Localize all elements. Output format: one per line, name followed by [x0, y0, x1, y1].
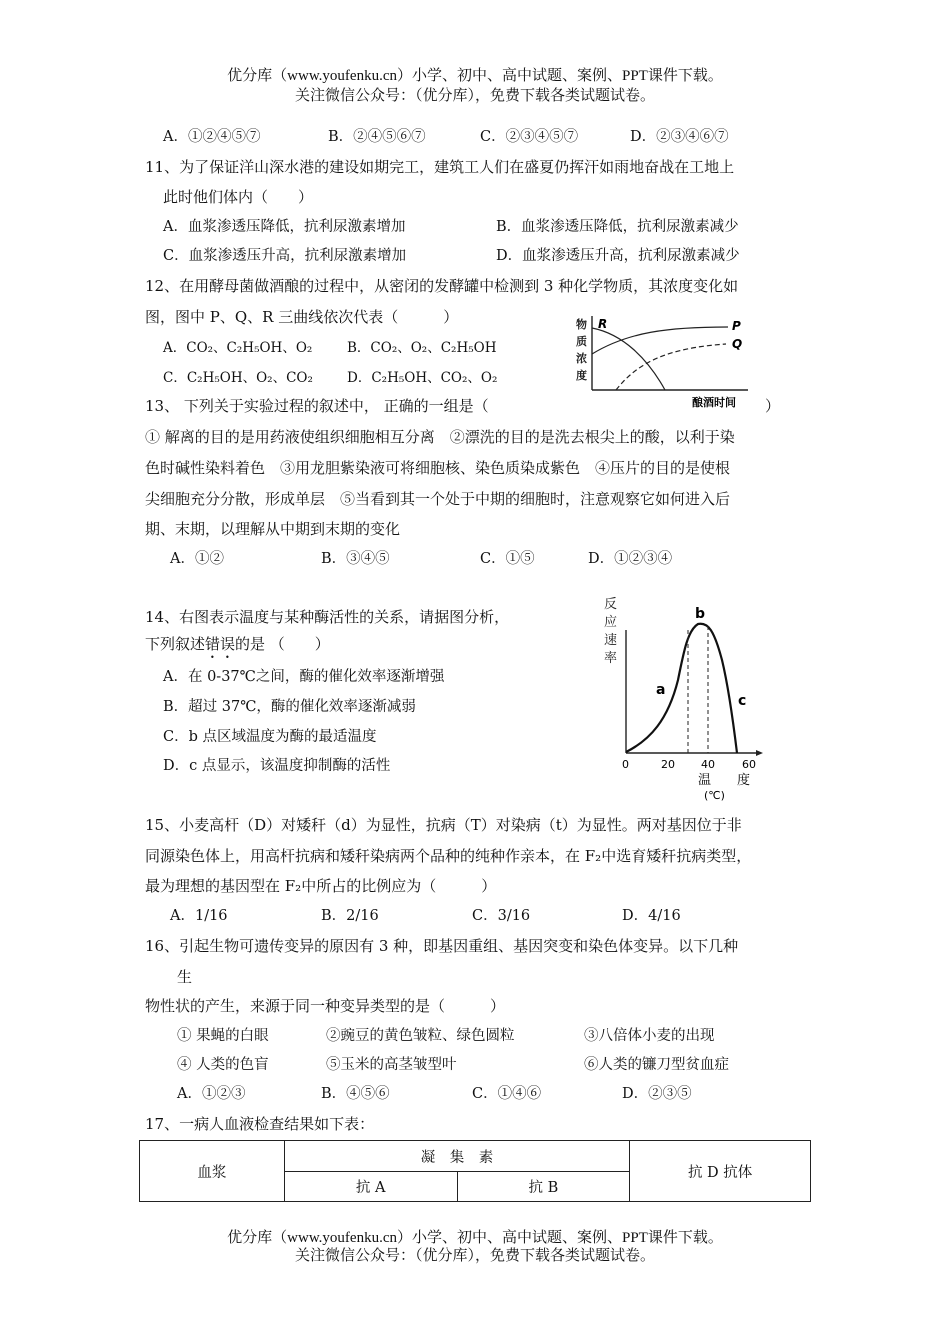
q12-stem-line-2: 图，图中 P、Q、R 三曲线依次代表（ ） [145, 308, 459, 326]
q11-option-c: C．血浆渗透压升高，抗利尿激素增加 [163, 248, 407, 264]
q14-option-b: B．超过 37℃，酶的催化效率逐渐减弱 [163, 699, 416, 715]
q13-option-d: D．①②③④ [588, 551, 673, 567]
fig14-tick-60: 60 [742, 758, 756, 771]
fig14-point-a: a [656, 682, 666, 698]
enzyme-temperature-figure [598, 590, 788, 802]
q14-stem-pre: 下列叙述 [145, 635, 206, 653]
q11-stem-line-2: 此时他们体内（ ） [163, 188, 314, 206]
fig12-y-char: 质 [576, 335, 587, 348]
q13-option-b: B．③④⑤ [321, 551, 390, 567]
fig14-tick-40: 40 [701, 758, 715, 771]
q10-option-c: C．②③④⑤⑦ [480, 129, 579, 145]
q14-option-c: C．b 点区域温度为酶的最适温度 [163, 729, 377, 745]
fig14-x-unit: (℃) [704, 789, 725, 802]
q16-item-6: ⑥人类的镰刀型贫血症 [584, 1057, 729, 1073]
table-header-anti-a: 抗 A [284, 1172, 457, 1202]
q13-option-a: A．①② [170, 551, 224, 567]
q11-option-d: D．血浆渗透压升高，抗利尿激素减少 [496, 248, 740, 264]
q11-option-a: A．血浆渗透压降低，抗利尿激素增加 [163, 219, 406, 235]
q16-stem-line-1: 16、引起生物可遗传变异的原因有 3 种，即基因重组、基因突变和染色体变异。以下几种 [145, 937, 739, 955]
q16-stem-line-2: 生 [177, 968, 193, 986]
fig14-y-char: 应 [604, 615, 618, 630]
fig14-y-char: 速 [604, 633, 618, 648]
q15-stem-line-3: 最为理想的基因型在 F₂中所占的比例应为（ ） [145, 877, 497, 895]
q16-option-c: C．①④⑥ [472, 1086, 542, 1102]
q16-option-a: A．①②③ [177, 1086, 246, 1102]
q16-item-1: ① 果蝇的白眼 [177, 1028, 269, 1044]
fig14-x-axis-arrow [756, 750, 763, 756]
q15-option-a: A．1/16 [170, 908, 228, 924]
q10-option-b: B．②④⑤⑥⑦ [328, 129, 426, 145]
fig14-y-char: 反 [604, 597, 618, 612]
q14-stem-post: 的是 （ ） [235, 635, 330, 653]
fig12-y-label [576, 317, 587, 382]
table-row [140, 1141, 811, 1172]
header-line-2: 关注微信公众号：（优分库），免费下载各类试题试卷。 [294, 88, 655, 104]
table-header-anti-d: 抗 D 抗体 [630, 1141, 811, 1202]
q12-option-c: C．C₂H₅OH、O₂、CO₂ [163, 370, 313, 386]
q14-stem-line-1: 14、右图表示温度与某种酶活性的关系，请据图分析， [145, 608, 510, 626]
q15-stem-line-1: 15、小麦高杆（D）对矮秆（d）为显性，抗病（T）对染病（t）为显性。两对基因位于非 [145, 816, 742, 834]
fig12-label-p: P [732, 319, 741, 333]
q11-option-b: B．血浆渗透压降低，抗利尿激素减少 [496, 219, 739, 235]
q15-option-d: D．4/16 [622, 908, 681, 924]
fig14-tick-0: 0 [622, 758, 629, 771]
table-header-anti-b: 抗 B [457, 1172, 630, 1202]
q13-stem-line-2: ① 解离的目的是用药液使组织细胞相互分离 ②漂洗的目的是洗去根尖上的酸，以利于染 [145, 428, 735, 446]
q16-item-2: ②豌豆的黄色皱粒、绿色圆粒 [326, 1028, 515, 1044]
q15-stem-line-2: 同源染色体上，用高杆抗病和矮秆染病两个品种的纯种作亲本，在 F₂中选育矮秆抗病类型， [145, 847, 752, 865]
fig12-y-char: 物 [576, 318, 587, 331]
q13-stem-line-1: 13、 下列关于实验过程的叙述中， 正确的一组是（ [145, 397, 489, 415]
q16-item-4: ④ 人类的色盲 [177, 1057, 269, 1073]
fig12-x-label: 酿酒时间 [692, 396, 736, 409]
table-header-agglutinin: 凝 集 素 [284, 1141, 629, 1172]
fig14-x-label: 温 度 [698, 773, 751, 788]
fig14-point-c: c [738, 693, 747, 709]
q16-option-b: B．④⑤⑥ [321, 1086, 390, 1102]
q13-stem-line-5: 期、末期，以理解从中期到末期的变化 [145, 520, 401, 538]
fig12-curve-p [592, 327, 728, 354]
fig12-y-char: 浓 [576, 352, 587, 365]
q14-stem-line-2 [145, 634, 330, 662]
header-line-1: 优分库（www.youfenku.cn）小学、初中、高中试题、案例、PPT课件下载。 [227, 68, 723, 84]
q14-option-a: A．在 0-37℃之间，酶的催化效率逐渐增强 [163, 669, 445, 685]
table-header-plasma: 血浆 [140, 1141, 285, 1202]
fig14-y-label [604, 597, 617, 666]
fig14-y-char: 率 [604, 651, 618, 666]
footer-line-2: 关注微信公众号：（优分库），免费下载各类试题试卷。 [294, 1248, 655, 1264]
q12-option-b: B．CO₂、O₂、C₂H₅OH [347, 340, 497, 356]
q13-stem-line-1-end: ） [765, 397, 781, 415]
fig14-rate-curve [626, 624, 737, 753]
fermentation-figure [568, 314, 768, 410]
q15-option-c: C．3/16 [472, 908, 531, 924]
q13-stem-line-4: 尖细胞充分分散，形成单层 ⑤当看到其一个处于中期的细胞时，注意观察它如何进入后 [145, 490, 731, 508]
footer-line-1: 优分库（www.youfenku.cn）小学、初中、高中试题、案例、PPT课件下载。 [227, 1230, 723, 1246]
fig12-label-r: R [598, 317, 608, 331]
q16-item-5: ⑤玉米的高茎皱型叶 [326, 1057, 457, 1073]
q10-option-d: D．②③④⑥⑦ [630, 129, 729, 145]
q13-stem-line-3: 色时碱性染料着色 ③用龙胆紫染液可将细胞核、染色质染成紫色 ④压片的目的是使根 [145, 459, 731, 477]
q14-option-d: D．c 点显示，该温度抑制酶的活性 [163, 758, 391, 774]
q12-option-a: A．CO₂、C₂H₅OH、O₂ [163, 340, 313, 356]
q12-stem-line-1: 12、在用酵母菌做酒酿的过程中，从密闭的发酵罐中检测到 3 种化学物质，其浓度变化如 [145, 277, 739, 295]
blood-test-table [139, 1140, 811, 1202]
fig12-y-char: 度 [576, 369, 587, 382]
q16-stem-line-3: 物性状的产生，来源于同一种变异类型的是（ ） [145, 997, 506, 1015]
q15-option-b: B．2/16 [321, 908, 379, 924]
q14-emphasis-wrong: 错误 [205, 635, 236, 653]
q17-stem: 17、一病人血液检查结果如下表： [145, 1115, 375, 1133]
q16-item-3: ③八倍体小麦的出现 [584, 1028, 715, 1044]
fig12-curve-q [616, 344, 726, 390]
fig14-point-b: b [695, 606, 706, 622]
q16-option-d: D．②③⑤ [622, 1086, 692, 1102]
q12-option-d: D．C₂H₅OH、CO₂、O₂ [347, 370, 498, 386]
q11-stem-line-1: 11、为了保证洋山深水港的建设如期完工，建筑工人们在盛夏仍挥汗如雨地奋战在工地上 [145, 158, 735, 176]
q10-option-a: A．①②④⑤⑦ [163, 129, 261, 145]
fig14-tick-20: 20 [661, 758, 675, 771]
fig12-label-q: Q [732, 337, 743, 351]
q13-option-c: C．①⑤ [480, 551, 535, 567]
